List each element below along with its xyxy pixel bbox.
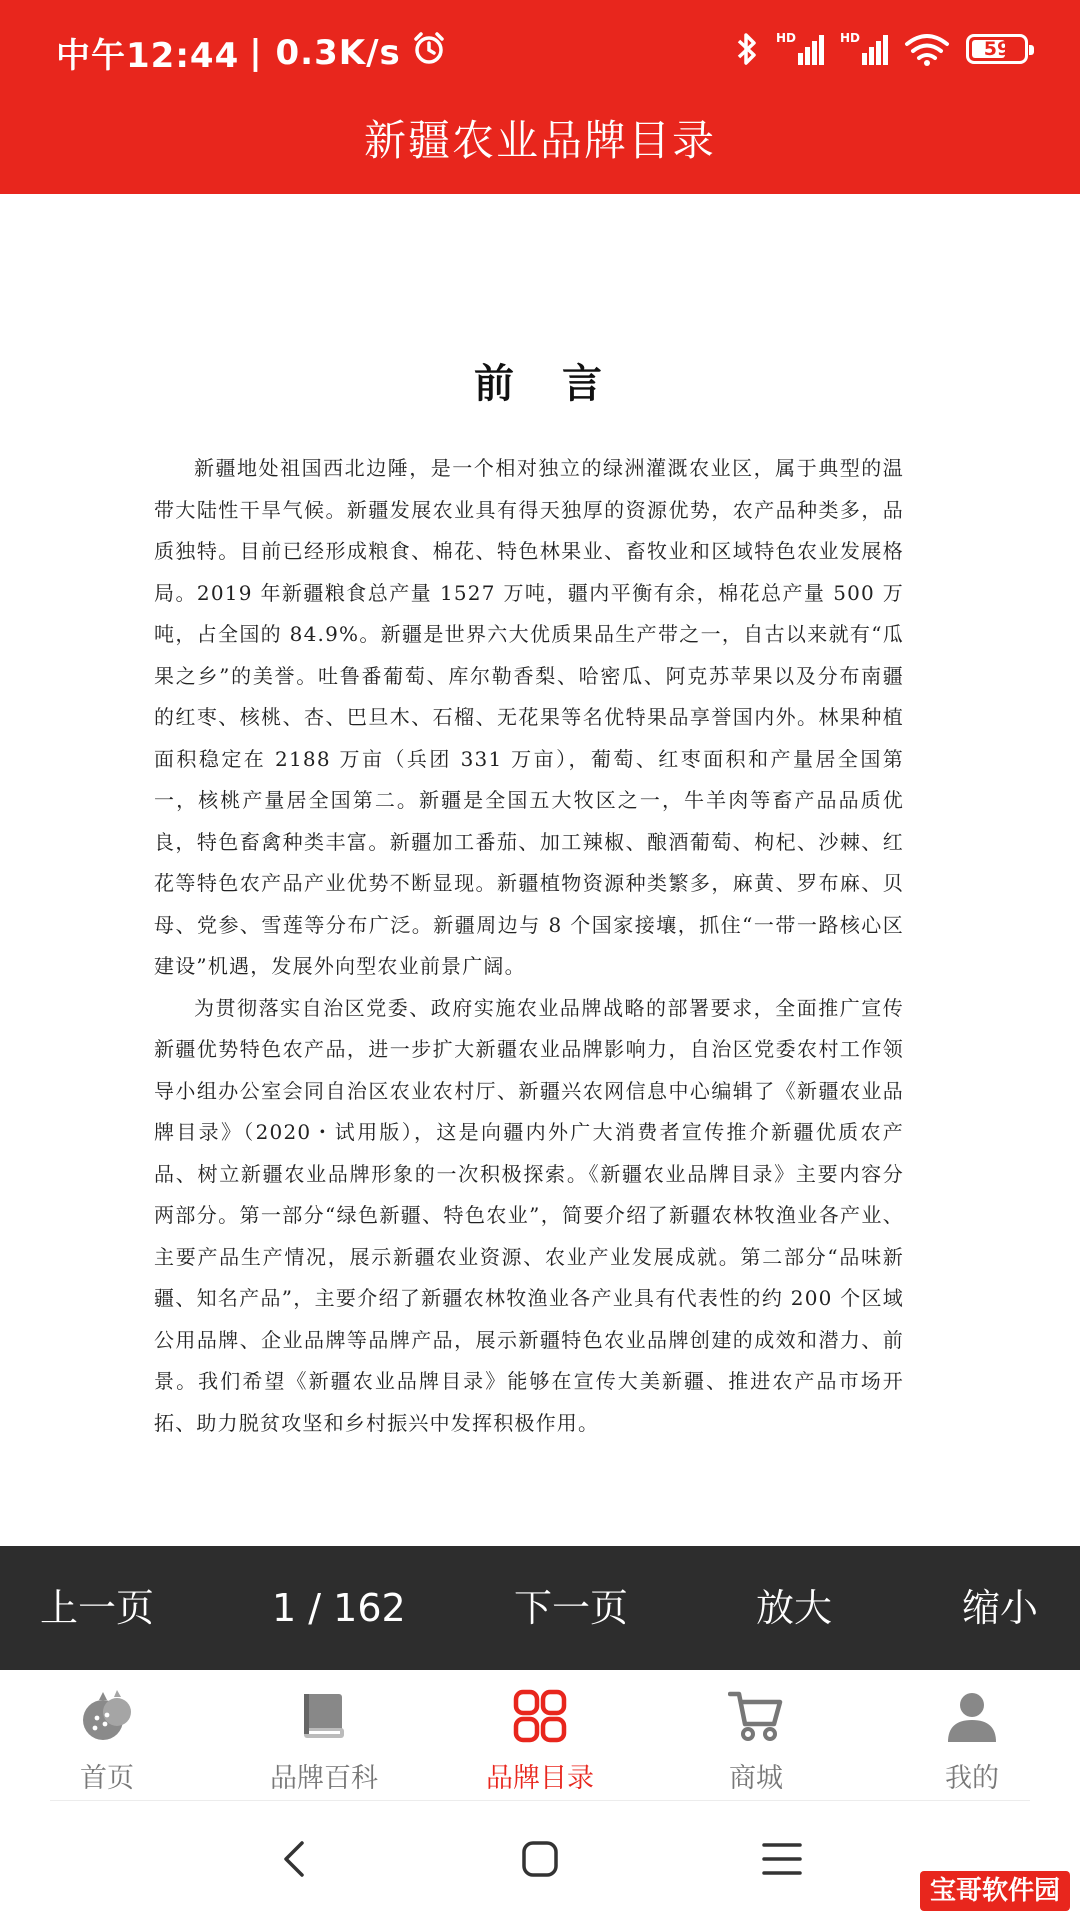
tab-label: 首页 (80, 1763, 134, 1794)
network-speed: | 0.3K/s (249, 32, 401, 73)
page-title: 新疆农业品牌目录 (363, 116, 716, 165)
status-bar (0, 0, 1080, 100)
document-viewer[interactable] (0, 194, 1080, 1546)
grid-icon (512, 1688, 568, 1744)
tab-brand-encyclopedia[interactable] (224, 1670, 424, 1800)
alarm-icon (411, 30, 447, 75)
prev-page-button[interactable]: 上一页 (40, 1586, 155, 1630)
heading-char-1: 前 (474, 360, 518, 407)
battery-level: 59 (983, 38, 1011, 60)
wifi-icon (904, 31, 950, 67)
svg-text:HD: HD (840, 31, 861, 45)
bluetooth-icon (734, 30, 760, 68)
tab-label: 我的 (945, 1763, 999, 1794)
status-time: 中午12:44 (56, 36, 240, 76)
svg-text:HD: HD (776, 31, 797, 45)
pomegranate-icon (79, 1688, 135, 1744)
tab-shop[interactable] (656, 1670, 856, 1800)
paragraph: 为贯彻落实自治区党委、政府实施农业品牌战略的部署要求，全面推广宣传新疆优势特色农产品，进一步扩大新疆农业品牌影响力，自治区党委农村工作领导小组办公室会同自治区农业农村厅、新疆兴农网信息中心编辑了《新疆农业品牌目录》（2020・试用版），这是向疆内外广大消费者宣传推介新疆优质农产品、树立新疆农业品牌形象的一次积极探索。《新疆农业品牌目录》主要内容分两部分。第一部分“绿色新疆、特色农业”，简要介绍了新疆农林牧渔业各产业、主要产品生产情况，展示新疆农业资源、农业产业发展成就。第二部分“品味新疆、知名产品”，主要介绍了新疆农林牧渔业各产业具有代表性的约 200 个区域公用品牌、企业品牌等品牌产品，展示新疆特色农业品牌创建的成效和潜力、前景。我们希望《新疆农业品牌目录》能够在宣传大美新疆、推进农产品市场开拓、助力脱贫攻坚和乡村振兴中发挥积极作用。 (154, 995, 904, 1435)
tab-label: 品牌百科 (270, 1763, 378, 1794)
bottom-tab-bar (0, 1670, 1080, 1800)
tab-mine[interactable] (872, 1670, 1072, 1800)
back-icon[interactable] (272, 1835, 320, 1883)
watermark: 宝哥软件园 (920, 1871, 1070, 1911)
page-indicator: 1 / 162 (272, 1586, 406, 1630)
paragraph: 新疆地处祖国西北边陲，是一个相对独立的绿洲灌溉农业区，属于典型的温带大陆性干旱气候。新疆发展农业具有得天独厚的资源优势，农产品种类多，品质独特。目前已经形成粮食、棉花、特色林果业、畜牧业和区域特色农业发展格局。2019 年新疆粮食总产量 1527 万吨，疆内平衡有余，棉花总产量 500 万吨，占全国的 84.9%。新疆是世界六大优质果品生产带之一，自古以来就有“瓜果之乡”的美誉。吐鲁番葡萄、库尔勒香梨、哈密瓜、阿克苏苹果以及分布南疆的红枣、核桃、杏、巴旦木、石榴、无花果等名优特果品享誉国内外。林果种植面积稳定在 2188 万亩（兵团 331 万亩），葡萄、红枣面积和产量居全国第一，核桃产量居全国第二。新疆是全国五大牧区之一，牛羊肉等畜产品品质优良，特色畜禽种类丰富。新疆加工番茄、加工辣椒、酿酒葡萄、枸杞、沙棘、红花等特色农产品产业优势不断显现。新疆植物资源种类繁多，麻黄、罗布麻、贝母、党参、雪莲等分布广泛。新疆周边与 8 个国家接壤，抓住“一带一路核心区建设”机遇，发展外向型农业前景广阔。 (154, 456, 904, 978)
tab-home[interactable] (7, 1670, 207, 1800)
signal-hd-icon (840, 31, 888, 67)
status-left (56, 28, 447, 77)
user-icon (944, 1688, 1000, 1744)
zoom-in-button[interactable]: 放大 (756, 1586, 833, 1630)
tab-brand-catalog[interactable] (440, 1670, 640, 1800)
signal-hd-icon (776, 31, 824, 67)
heading-char-2: 言 (562, 360, 606, 407)
tab-label: 品牌目录 (486, 1763, 594, 1794)
next-page-button[interactable]: 下一页 (514, 1586, 629, 1630)
book-icon (296, 1688, 352, 1744)
system-navigation-bar (0, 1801, 1080, 1920)
document-body (154, 448, 904, 1444)
document-heading (0, 352, 1080, 409)
zoom-out-button[interactable]: 缩小 (962, 1586, 1039, 1630)
cart-icon (728, 1688, 784, 1744)
battery-icon (966, 34, 1028, 64)
menu-icon[interactable] (758, 1835, 806, 1883)
home-icon[interactable] (516, 1835, 564, 1883)
app-header (0, 0, 1080, 194)
status-right (734, 30, 1028, 68)
page-controls (0, 1546, 1080, 1670)
tab-label: 商城 (729, 1763, 783, 1794)
